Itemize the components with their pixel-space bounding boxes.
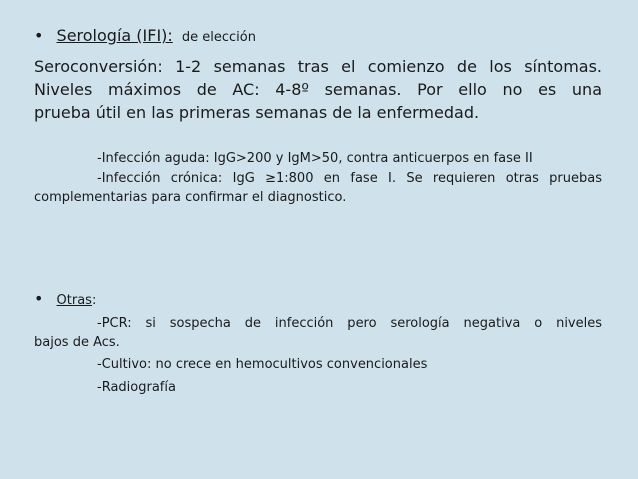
serologia-heading [34,26,256,45]
serologia-para-line-1: Seroconversión: 1-2 semanas tras el comienzo de los síntomas. [34,57,602,76]
otras-suffix: : [91,293,97,308]
bullet: • [34,289,44,308]
infeccion-aguda-line: -Infección aguda: IgG>200 y IgM>50, contra anticuerpos en fase II [97,151,533,166]
bullet: • [34,26,44,45]
serologia-title: Serología (IFI): [56,26,173,45]
bajos-acs-line: bajos de Acs. [34,335,120,350]
radiografia-line: -Radiografía [97,380,176,395]
serologia-suffix: de elección [181,30,256,45]
serologia-para-line-3: prueba útil en las primeras semanas de la enfermedad. [34,103,480,122]
complementarias-line: complementarias para confirmar el diagnostico. [34,190,347,205]
serologia-para-line-2: Niveles máximos de AC: 4-8º semanas. Por ello no es una [34,80,602,99]
otras-title: Otras [56,293,92,308]
pcr-line: -PCR: si sospecha de infección pero serología negativa o niveles [97,316,602,331]
cultivo-line: -Cultivo: no crece en hemocultivos convencionales [97,357,428,372]
otras-heading [34,289,96,308]
infeccion-cronica-line: -Infección crónica: IgG ≥1:800 en fase I. Se requieren otras pruebas [97,171,602,186]
